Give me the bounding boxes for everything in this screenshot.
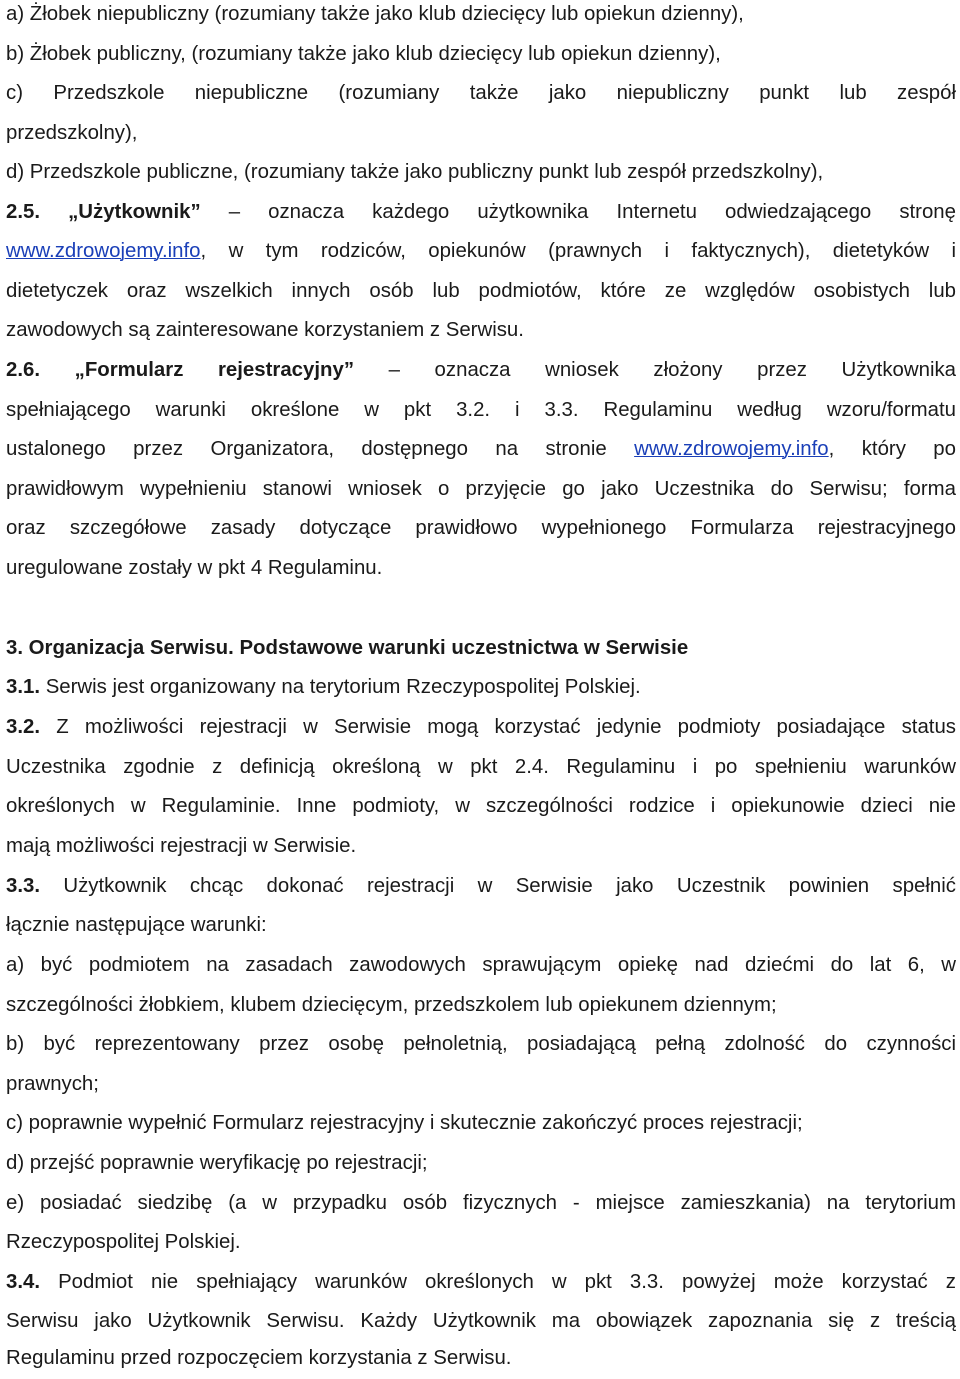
condition-a-line1: a) być podmiotem na zasadach zawodowych sprawującym opiekę nad dziećmi do lat 6, w [6, 954, 956, 976]
definition-text: – oznacza wniosek złożony przez Użytkownika [388, 359, 957, 381]
paragraph-3-1 [6, 667, 641, 707]
condition-d: d) przejść poprawnie weryfikację po rejestracji; [6, 1152, 428, 1174]
condition-b-line2: prawnych; [6, 1073, 99, 1095]
definition-text: , który po [828, 438, 956, 460]
defined-term: „Użytkownik” [68, 201, 201, 223]
paragraph-text: Podmiot nie spełniający warunków określonych w pkt 3.3. powyżej może korzystać z [58, 1271, 956, 1293]
definition-2-5-line1 [6, 192, 956, 232]
list-item-c-line2: przedszkolny), [6, 122, 138, 144]
definition-2-6-line3 [6, 429, 956, 469]
condition-a-line2: szczególności żłobkiem, klubem dziecięcym, przedszkolem lub opiekunem dziennym; [6, 994, 777, 1016]
paragraph-number: 3.1. [6, 676, 41, 698]
definition-2-5-line2 [6, 231, 956, 271]
paragraph-3-4-line1 [6, 1262, 956, 1302]
list-item-a: a) Żłobek niepubliczny (rozumiany także jako klub dziecięcy lub opiekun dzienny), [6, 3, 744, 25]
definition-2-5-line3: dietetyczek oraz wszelkich innych osób lub podmiotów, które ze względów osobistych lub [6, 280, 956, 302]
definition-text: ustalonego przez Organizatora, dostępnego na stronie [6, 438, 607, 460]
definition-2-6-line1 [6, 350, 956, 390]
list-item-d: d) Przedszkole publiczne, (rozumiany także jako publiczny punkt lub zespół przedszkolny), [6, 161, 824, 183]
paragraph-3-2-line1 [6, 707, 956, 747]
definition-2-5-line4: zawodowych są zainteresowane korzystaniem z Serwisu. [6, 319, 524, 341]
condition-e-line1: e) posiadać siedzibę (a w przypadku osób fizycznych - miejsce zamieszkania) na terytorium [6, 1192, 956, 1214]
paragraph-3-3-line1 [6, 866, 956, 906]
paragraph-3-2-line4: mają możliwości rejestracji w Serwisie. [6, 835, 357, 857]
list-item-c-line1: c) Przedszkole niepubliczne (rozumiany także jako niepubliczny punkt lub zespół [6, 82, 956, 104]
paragraph-3-2-line2: Uczestnika zgodnie z definicją określoną w pkt 2.4. Regulaminu i po spełnieniu warunków [6, 756, 956, 778]
definition-2-6-line4: prawidłowym wypełnieniu stanowi wniosek o przyjęcie go jako Uczestnika do Serwisu; forma [6, 478, 956, 500]
definition-2-6-line6: uregulowane zostały w pkt 4 Regulaminu. [6, 557, 383, 579]
definition-text: – oznacza każdego użytkownika Internetu odwiedzającego stronę [228, 201, 956, 223]
zdrowojemy-link[interactable]: www.zdrowojemy.info [634, 438, 829, 460]
definition-2-6-line5: oraz szczegółowe zasady dotyczące prawidłowo wypełnionego Formularza rejestracyjnego [6, 517, 956, 539]
condition-e-line2: Rzeczypospolitej Polskiej. [6, 1231, 241, 1253]
definition-2-6-line2: spełniającego warunki określone w pkt 3.2. i 3.3. Regulaminu według wzoru/formatu [6, 399, 956, 421]
paragraph-text: Z możliwości rejestracji w Serwisie mogą korzystać jedynie podmioty posiadające status [56, 716, 956, 738]
paragraph-number: 2.5. [6, 201, 41, 223]
paragraph-3-4-line3: Regulaminu przed rozpoczęciem korzystania z Serwisu. [6, 1347, 512, 1369]
paragraph-3-3-line2: łącznie następujące warunki: [6, 914, 267, 936]
paragraph-number: 3.2. [6, 716, 41, 738]
section-3-heading: 3. Organizacja Serwisu. Podstawowe warunki uczestnictwa w Serwisie [6, 637, 689, 659]
zdrowojemy-link[interactable]: www.zdrowojemy.info [6, 240, 201, 262]
definition-text: , w tym rodziców, opiekunów (prawnych i faktycznych), dietetyków i [200, 240, 956, 262]
paragraph-3-4-line2: Serwisu jako Użytkownik Serwisu. Każdy Użytkownik ma obowiązek zapoznania się z treścią [6, 1310, 956, 1332]
paragraph-number: 3.4. [6, 1271, 41, 1293]
defined-term: „Formularz rejestracyjny” [74, 359, 355, 381]
paragraph-text: Serwis jest organizowany na terytorium Rzeczypospolitej Polskiej. [45, 676, 641, 698]
paragraph-text: Użytkownik chcąc dokonać rejestracji w Serwisie jako Uczestnik powinien spełnić [63, 875, 956, 897]
condition-b-line1: b) być reprezentowany przez osobę pełnoletnią, posiadającą pełną zdolność do czynności [6, 1033, 956, 1055]
paragraph-number: 2.6. [6, 359, 41, 381]
condition-c: c) poprawnie wypełnić Formularz rejestracyjny i skutecznie zakończyć proces rejestracji; [6, 1112, 803, 1134]
paragraph-3-2-line3: określonych w Regulaminie. Inne podmioty, w szczególności rodzice i opiekunowie dzieci nie [6, 795, 956, 817]
paragraph-number: 3.3. [6, 875, 41, 897]
list-item-b: b) Żłobek publiczny, (rozumiany także jako klub dziecięcy lub opiekun dzienny), [6, 43, 721, 65]
